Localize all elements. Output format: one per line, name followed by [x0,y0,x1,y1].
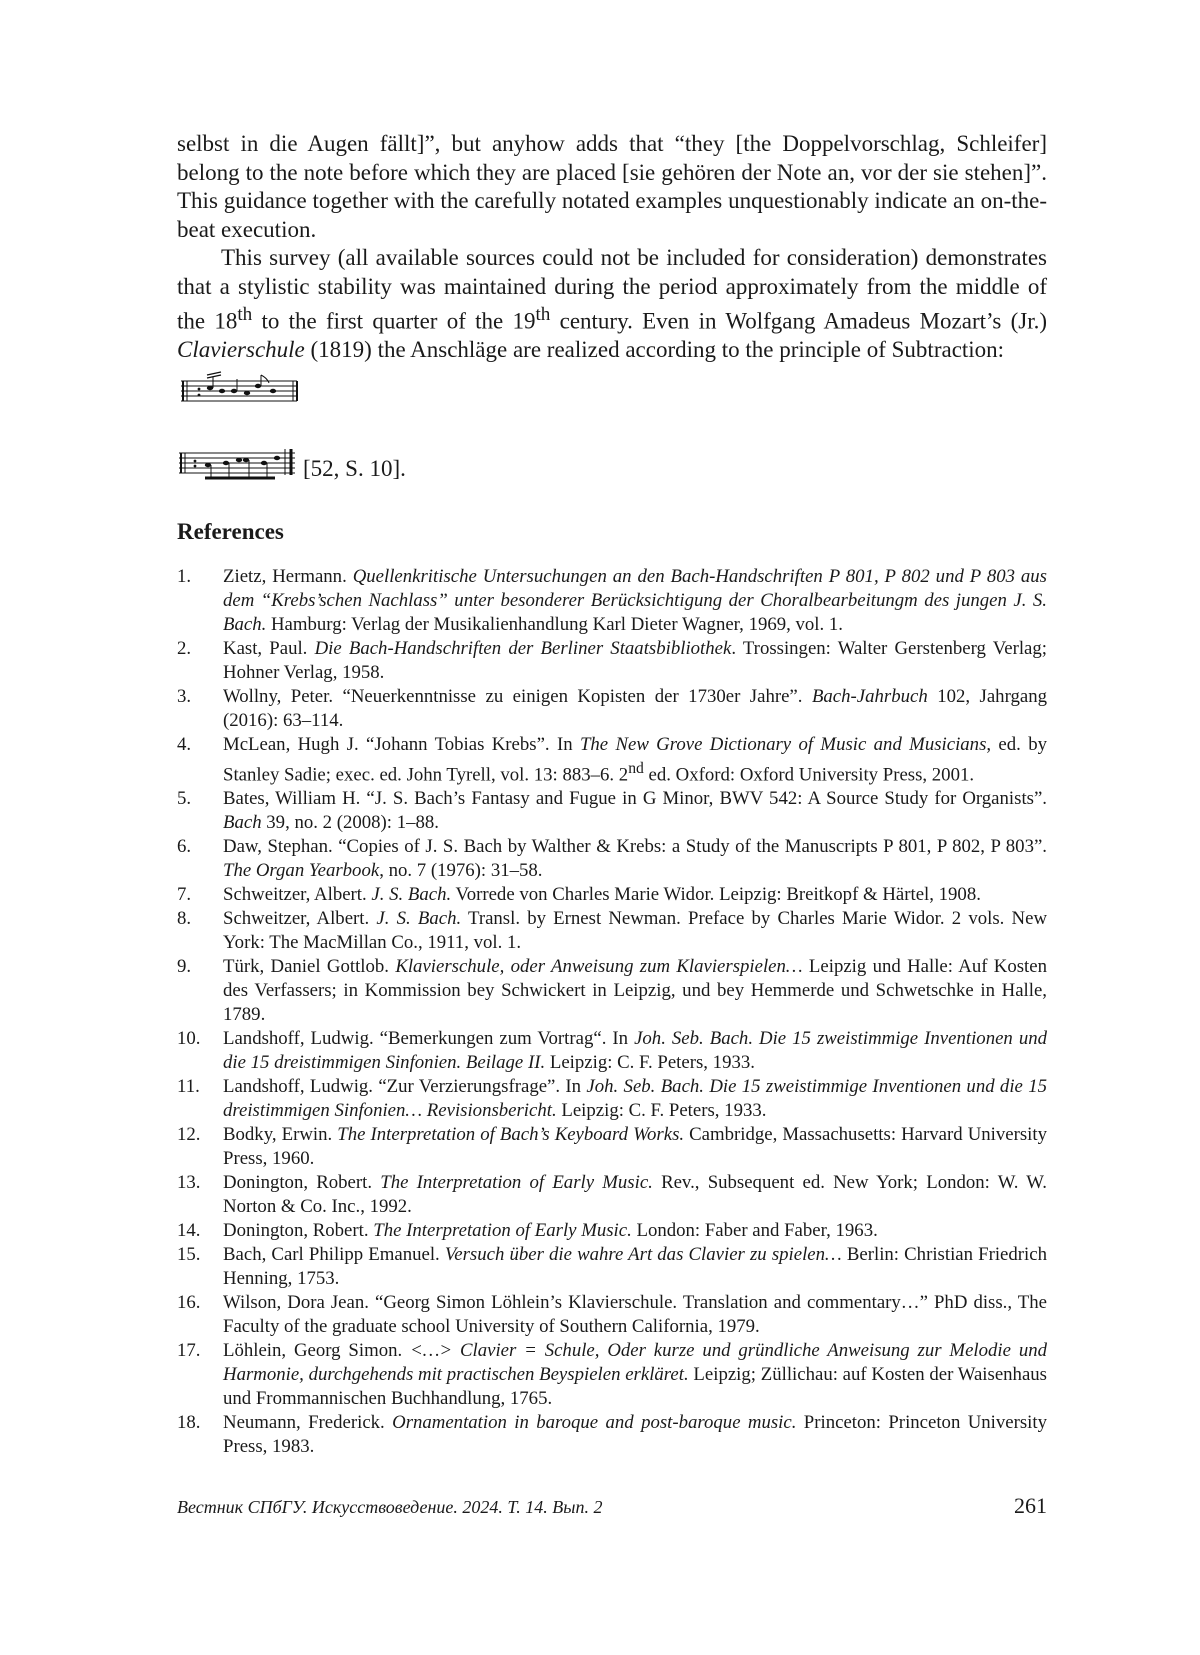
reference-item [177,1243,1047,1291]
music-citation-row [177,445,1047,481]
reference-number: 8. [177,907,192,929]
reference-part: Schweitzer, Albert. [223,883,372,905]
reference-part: Cambridge, Massachusetts: Harvard University Press, 1960. [223,1123,1047,1169]
reference-item [177,685,1047,733]
reference-text [223,565,1047,637]
reference-title: Joh. Seb. Bach. Die 15 zweistimmige Inventionen und die 15 dreistimmigen Sinfonien… Revisionsbericht. [223,1075,1047,1121]
reference-part: Transl. by Ernest Newman. Preface by Charles Marie Widor. 2 vols. New York: The MacMillan Co., 1911, vol. 1. [223,907,1048,953]
reference-number: 5. [177,787,192,809]
music-example-1 [177,369,301,405]
reference-item [177,955,1047,1027]
reference-text [223,907,1047,955]
reference-part: Leipzig; Züllichau: auf Kosten der Waisenhaus und Frommannischen Buchhandlung, 1765. [223,1363,1047,1409]
reference-title: Ornamentation in baroque and post-baroque music. [392,1411,797,1433]
reference-text [223,1411,1047,1459]
reference-part: Leipzig: C. F. Peters, 1933. [545,1051,755,1073]
references-list [177,565,1047,1459]
reference-title: J. S. Bach. [371,883,452,905]
reference-part: Landshoff, Ludwig. “Zur Verzierungsfrage”. In [223,1075,587,1097]
reference-item [177,1411,1047,1459]
para2-text-b: to the first quarter of the 19 [252,308,536,334]
reference-text [223,1243,1047,1291]
reference-text [223,1219,1047,1243]
reference-part: Vorrede von Charles Marie Widor. Leipzig: Breitkopf & Härtel, 1908. [451,883,981,905]
reference-number: 7. [177,883,192,905]
reference-text [223,787,1047,835]
reference-title: The Interpretation of Early Music. [380,1171,653,1193]
reference-part: , no. 7 (1976): 31–58. [379,859,543,881]
reference-number: 14. [177,1219,201,1241]
music-citation: [52, S. 10]. [303,455,406,481]
reference-number: 11. [177,1075,200,1097]
para2-sup-1: th [237,304,253,325]
reference-text [223,1027,1047,1075]
reference-title: Quellenkritische Untersuchungen an den Bach-Handschriften P 801, P 802 und P 803 aus dem “Krebs’schen Nachlass” unter besonderer Berücksichtigung der Choralbearbeitungm des jungen J. S. Bach. [223,565,1047,635]
reference-part: . Trossingen: Walter Gerstenberg Verlag; Hohner Verlag, 1958. [223,637,1047,683]
reference-number: 4. [177,733,192,755]
reference-item [177,1123,1047,1171]
reference-title: Bach [223,811,262,833]
reference-title: The Interpretation of Bach’s Keyboard Works. [337,1123,685,1145]
reference-item [177,733,1047,787]
reference-part: Zietz, Hermann. [223,565,353,587]
reference-number: 13. [177,1171,201,1193]
reference-text [223,685,1047,733]
reference-number: 15. [177,1243,201,1265]
reference-title: Die Bach-Handschriften der Berliner Staatsbibliothek [314,637,732,659]
references-heading: References [177,518,284,544]
reference-part: Landshoff, Ludwig. “Bemerkungen zum Vortrag“. In [223,1027,635,1049]
reference-part: Berlin: Christian Friedrich Henning, 1753. [223,1243,1047,1289]
para2-text-c: century. Even in Wolfgang Amadeus Mozart’s (Jr.) [550,308,1047,334]
reference-number: 12. [177,1123,201,1145]
journal-title: Вестник СПбГУ. Искусствоведение. 2024. Т. 14. Вып. 2 [177,1497,603,1517]
reference-item [177,1339,1047,1411]
para2-sup-2: th [535,304,551,325]
reference-part: Kast, Paul. [223,637,315,659]
reference-item [177,835,1047,883]
reference-number: 9. [177,955,192,977]
page-body [177,130,1047,1459]
reference-text [223,1075,1047,1123]
reference-item [177,1171,1047,1219]
reference-part: McLean, Hugh J. “Johann Tobias Krebs”. In [223,733,580,755]
reference-part: Wilson, Dora Jean. “Georg Simon Löhlein’s Klavierschule. Translation and commentary…” PhD diss., The Faculty of the graduate school University of Southern California, 1979. [223,1291,1047,1337]
reference-item [177,1291,1047,1339]
reference-number: 10. [177,1027,201,1049]
reference-text [223,955,1047,1027]
reference-item [177,1027,1047,1075]
reference-number: 17. [177,1339,201,1361]
reference-item [177,1075,1047,1123]
reference-part: Princeton: Princeton University Press, 1983. [223,1411,1048,1457]
reference-title: The New Grove Dictionary of Music and Musicians [579,733,987,755]
para2-text-a: This survey (all available sources could not be included for consideration) demonstrates that a stylistic stability was maintained during the period approximately from the middle of the 18 [177,245,1047,334]
reference-title: Bach-Jahrbuch [811,685,928,707]
reference-text [223,1339,1047,1411]
reference-text [223,733,1047,787]
reference-part: Löhlein, Georg Simon. [223,1339,411,1361]
reference-text [223,1171,1047,1219]
reference-part: Türk, Daniel Gottlob. [223,955,396,977]
reference-part: Leipzig und Halle: Auf Kosten des Verfassers; in Kommission bey Schwickert in Leipzig, und bey Hemmerde und Schwetschke in Halle, 1789. [223,955,1047,1025]
reference-item [177,565,1047,637]
reference-part: London: Faber and Faber, 1963. [631,1219,878,1241]
reference-number: 6. [177,835,192,857]
reference-part: Bach, Carl Philipp Emanuel. [223,1243,445,1265]
reference-title: J. S. Bach. [376,907,462,929]
reference-part: Donington, Robert. [223,1219,374,1241]
reference-item [177,1219,1047,1243]
reference-number: 1. [177,565,192,587]
reference-title: Joh. Seb. Bach. Die 15 zweistimmige Inventionen und die 15 dreistimmigen Sinfonien. Beilage II. [223,1027,1047,1073]
body-paragraph-2 [177,244,1047,365]
para2-title: Clavierschule [177,337,305,363]
reference-part: Schweitzer, Albert. [223,907,377,929]
reference-title: <…> Clavier = Schule, Oder kurze und gründliche Anweisung zur Melodie und Harmonie, durchgehends mit practischen Beyspielen erkläret. [223,1339,1047,1385]
reference-title: Klavierschule, oder Anweisung zum Klavierspielen… [395,955,803,977]
reference-part: Daw, Stephan. “Copies of J. S. Bach by Walther & Krebs: a Study of the Manuscripts P 801, P 802, P 803”. [223,835,1047,857]
reference-part: Bodky, Erwin. [223,1123,338,1145]
body-paragraph-1: selbst in die Augen fällt]”, but anyhow adds that “they [the Doppelvorschlag, Schleifer] belong to the note before which they are placed [sie gehören der Note an, vor der sie stehen]”. This guidance together with the carefully notated examples unquestionably indicate an on-the-beat execution. [177,131,1047,242]
reference-part: Neumann, Frederick. [223,1411,393,1433]
reference-part: Rev., Subsequent ed. New York; London: W. W. Norton & Co. Inc., 1992. [223,1171,1047,1217]
reference-text [223,1291,1047,1339]
reference-title: The Organ Yearbook [223,859,380,881]
reference-item [177,787,1047,835]
reference-part: 102, Jahrgang (2016): 63–114. [223,685,1047,731]
reference-part: Hamburg: Verlag der Musikalienhandlung Karl Dieter Wagner, 1969, vol. 1. [266,613,843,635]
reference-number: 16. [177,1291,201,1313]
reference-part: 39, no. 2 (2008): 1–88. [261,811,439,833]
reference-number: 2. [177,637,192,659]
reference-part: , ed. by Stanley Sadie; exec. ed. John Tyrell, vol. 13: 883–6. 2 [223,733,1047,785]
reference-part: Bates, William H. “J. S. Bach’s Fantasy and Fugue in G Minor, BWV 542: A Source Study for Organists”. [223,787,1047,809]
reference-part: Wollny, Peter. “Neuerkenntnisse zu einigen Kopisten der 1730er Jahre”. [223,685,812,707]
reference-title: Versuch über die wahre Art das Clavier zu spielen… [444,1243,842,1265]
reference-number: 3. [177,685,192,707]
reference-item [177,637,1047,685]
reference-part: ed. Oxford: Oxford University Press, 2001. [643,763,975,785]
reference-text [223,1123,1047,1171]
reference-text [223,835,1047,883]
page-footer [177,1493,1047,1519]
music-example-2 [177,445,297,481]
reference-part: Donington, Robert. [223,1171,381,1193]
reference-text [223,883,1047,907]
para2-text-d: (1819) the Anschläge are realized according to the principle of Subtraction: [304,337,1005,363]
page-number: 261 [1014,1493,1047,1518]
reference-item [177,907,1047,955]
reference-part: nd [628,759,644,777]
reference-item [177,883,1047,907]
reference-part: Leipzig: C. F. Peters, 1933. [556,1099,767,1121]
reference-title: The Interpretation of Early Music. [373,1219,632,1241]
reference-text [223,637,1047,685]
reference-number: 18. [177,1411,201,1433]
